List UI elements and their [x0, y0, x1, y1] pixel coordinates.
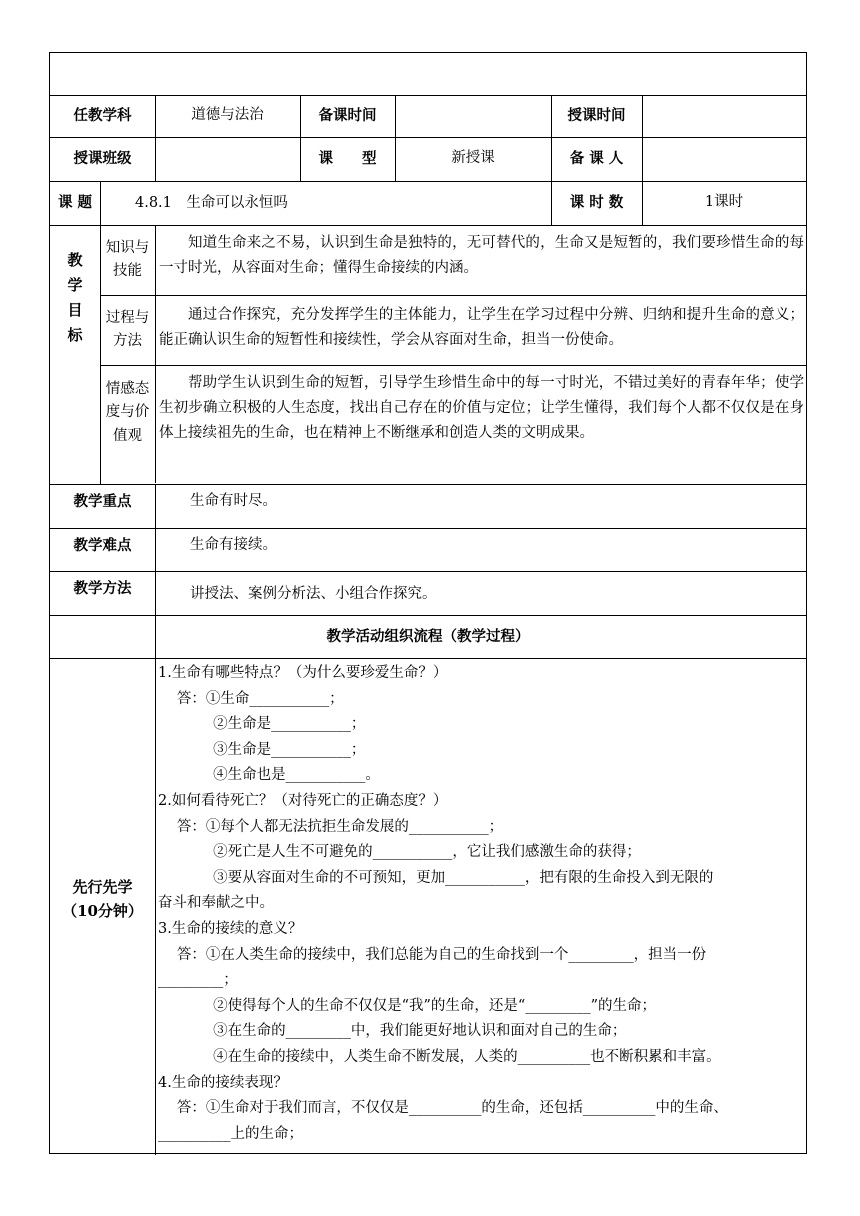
answer-line: _________； [158, 972, 238, 989]
row-divider [100, 295, 806, 296]
row-divider [50, 225, 806, 226]
knowledge-text: 知道生命来之不易，认识到生命是独特的，无可替代的，生命又是短暂的，我们要珍惜生命的每一寸时光，从容面对生命；懂得生命接续的内涵。 [159, 235, 804, 276]
type-label: 课 型 [318, 150, 377, 168]
question-2: 2.如何看待死亡？（对待死亡的正确态度？） [158, 792, 448, 809]
method-label: 教学方法 [73, 580, 132, 597]
answer-line: ③要从容面对生命的不可预知，更加___________，把有限的生命投入到无限的 [213, 869, 714, 886]
key-point-text: 生命有时尽。 [190, 493, 277, 509]
lesson-plan-table [49, 52, 807, 1154]
process-method-label: 过程与方法 [105, 309, 150, 349]
question-3: 3.生命的接续的意义？ [158, 920, 303, 937]
difficulty-text: 生命有接续。 [190, 537, 277, 553]
answer-line: 答：①生命对于我们而言，不仅仅是__________的生命，还包括__________中的生命、 [176, 1100, 728, 1117]
row-divider [100, 365, 806, 366]
emotion-label: 情感态度与价值观 [105, 381, 150, 444]
answer-line: ②使得每个人的生命不仅仅是“我”的生命，还是“_________”的生命； [213, 997, 656, 1014]
preview-label-duration: （10分钟） [62, 902, 143, 920]
subject-label: 任教学科 [73, 107, 132, 125]
goals-label-char: 教 [67, 251, 83, 269]
process-title: 教学活动组织流程（教学过程） [326, 627, 530, 645]
goals-label-char: 目 [67, 301, 83, 319]
class-value [155, 137, 300, 181]
topic-value: 4.8.1 生命可以永恒吗 [135, 195, 288, 211]
answer-line: ③生命是___________； [213, 741, 366, 758]
answer-line: 答：①在人类生命的接续中，我们总能为自己的生命找到一个_________，担当一份 [176, 946, 707, 963]
answer-line: ③在生命的_________中，我们能更好地认识和面对自己的生命； [213, 1023, 627, 1040]
answer-line: __________上的生命； [158, 1125, 303, 1142]
answer-line: ②死亡是人生不可避免的___________，它让我们感激生命的获得； [213, 844, 641, 861]
prep-time-label: 备课时间 [318, 107, 377, 125]
type-value: 新授课 [451, 150, 495, 167]
preview-questions [155, 661, 806, 1147]
teach-time-label: 授课时间 [567, 107, 626, 125]
row-divider [50, 658, 806, 659]
goals-label-char: 学 [67, 276, 83, 294]
hours-value: 1课时 [704, 194, 744, 211]
teach-time-value [642, 95, 806, 137]
key-point-label: 教学重点 [73, 493, 132, 510]
emotion-text: 帮助学生认识到生命的短暂，引导学生珍惜生命中的每一寸时光，不错过美好的青春年华；使学生初步确立积极的人生态度，找出自己存在的价值与定位；让学生懂得，我们每个人都不仅仅是在身体上接续祖先的生命，也在精神上不断继承和创造人类的文明成果。 [159, 375, 804, 441]
answer-line: ②生命是___________； [213, 716, 366, 733]
process-method-text: 通过合作探究，充分发挥学生的主体能力，让学生在学习过程中分辨、归纳和提升生命的意义；能正确认识生命的短暂性和接续性，学会从容面对生命，担当一份使命。 [159, 307, 804, 348]
preview-label [50, 875, 155, 923]
preparer-value [642, 137, 806, 181]
topic-label: 课 题 [57, 194, 93, 212]
prep-time-value [395, 95, 551, 137]
answer-line: 答：①生命___________； [176, 690, 344, 707]
answer-line: ④在生命的接续中，人类生命不断发展，人类的__________也不断积累和丰富。 [213, 1048, 721, 1065]
goals-label [50, 248, 100, 348]
answer-line: ④生命也是___________。 [213, 767, 380, 784]
preparer-label: 备 课 人 [569, 150, 624, 168]
goals-label-char: 标 [67, 326, 83, 344]
class-label: 授课班级 [73, 150, 132, 168]
hours-label: 课 时 数 [569, 194, 624, 212]
answer-line: 奋斗和奉献之中。 [158, 895, 274, 912]
knowledge-label: 知识与技能 [105, 239, 150, 279]
answer-line: 答：①每个人都无法抗拒生命发展的___________； [176, 818, 504, 835]
question-1: 1.生命有哪些特点？（为什么要珍爱生命？） [158, 665, 448, 681]
method-text: 讲授法、案例分析法、小组合作探究。 [190, 586, 437, 602]
question-4: 4.生命的接续表现？ [158, 1074, 288, 1091]
difficulty-label: 教学难点 [73, 537, 132, 554]
subject-value: 道德与法治 [191, 107, 264, 124]
preview-label-line: 先行先学 [72, 878, 133, 896]
